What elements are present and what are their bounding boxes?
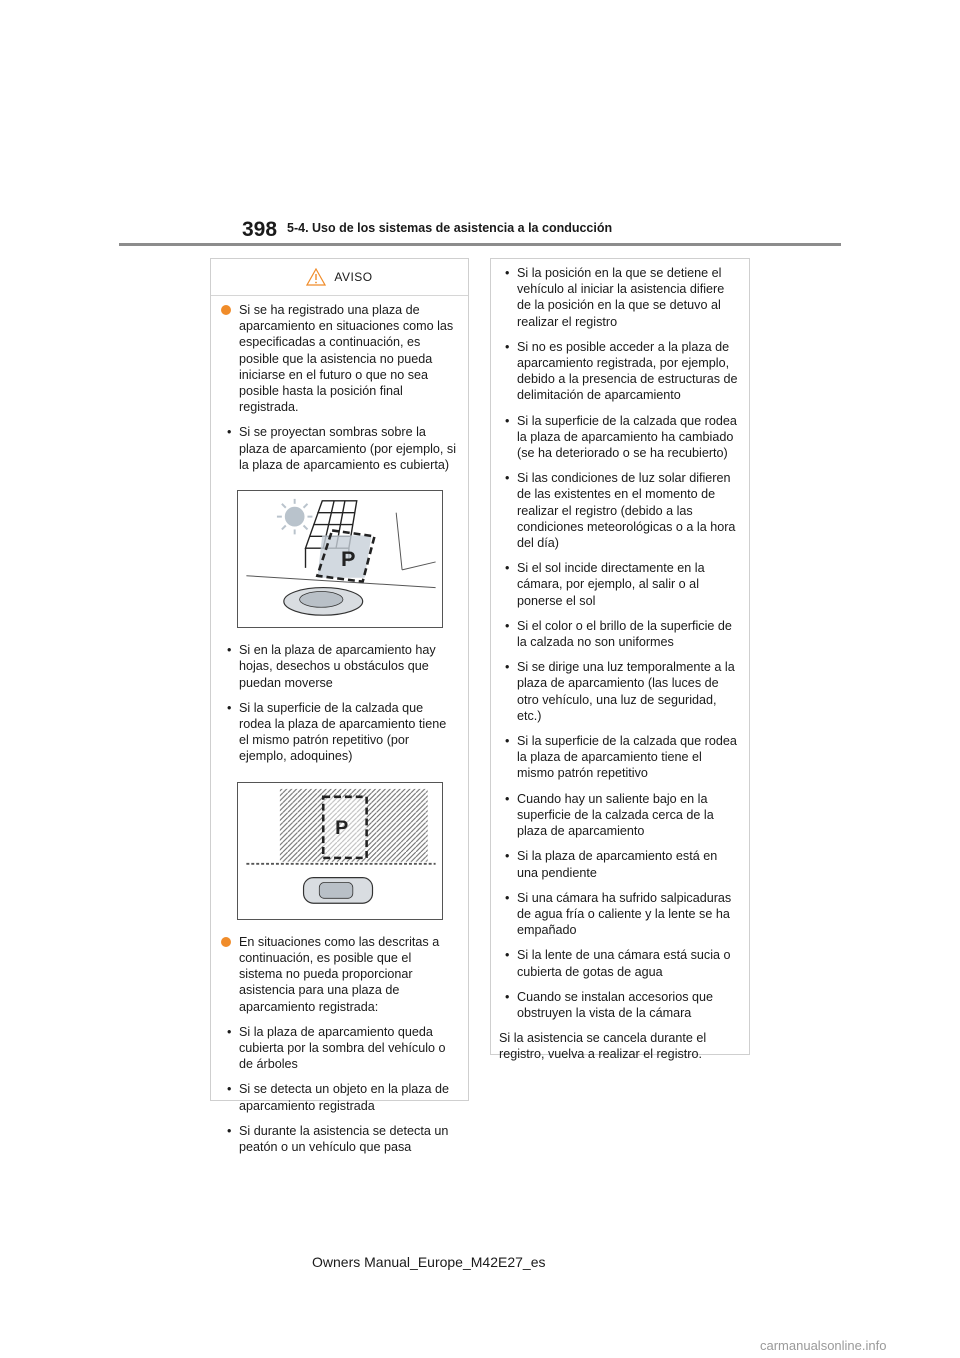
condition-text: Si no es posible acceder a la plaza de aparcamiento registrada, por ejemplo, debido a la presencia de estructuras de delimitación de aparcamiento xyxy=(517,339,738,403)
condition-text: Si la posición en la que se detiene el vehículo al iniciar la asistencia difiere de la posición en la que se detuvo al realizar el registro xyxy=(517,266,725,329)
watermark: carmanualsonline.info xyxy=(760,1338,887,1353)
parking-p-label: P xyxy=(340,545,356,571)
page-number: 398 xyxy=(242,218,278,241)
condition-item xyxy=(499,560,739,609)
condition-item xyxy=(499,989,739,1021)
bullet-icon: • xyxy=(505,890,510,905)
bullet-icon: • xyxy=(505,339,510,354)
header-divider xyxy=(119,243,841,246)
condition-item xyxy=(499,265,739,330)
condition-item xyxy=(499,848,739,880)
condition-item xyxy=(499,470,739,551)
parking-p-label: P xyxy=(335,816,349,839)
bullet-icon: • xyxy=(505,849,510,864)
notice-item-5 xyxy=(221,934,458,1015)
condition-text: Si el sol incide directamente en la cámara, por ejemplo, al salir o al ponerse el sol xyxy=(517,561,705,608)
bullet-icon: • xyxy=(505,948,510,963)
condition-item xyxy=(499,733,739,782)
condition-item xyxy=(499,791,739,840)
notice-item-text: Si durante la asistencia se detecta un peatón o un vehículo que pasa xyxy=(239,1123,449,1155)
circle-bullet-icon xyxy=(221,937,231,947)
notice-item-text: Si se proyectan sombras sobre la plaza de aparcamiento (por ejemplo, si la plaza de aparcamiento es cubierta) xyxy=(239,425,457,472)
bullet-icon: • xyxy=(505,660,510,675)
notice-box-left xyxy=(210,258,469,1155)
notice-item-7 xyxy=(221,1081,458,1113)
condition-text: Si se dirige una luz temporalmente a la plaza de aparcamiento (las luces de otro vehículo, una luz de seguridad, etc.) xyxy=(517,660,735,723)
condition-item xyxy=(499,413,739,462)
condition-text: Si la superficie de la calzada que rodea la plaza de aparcamiento tiene el mismo patrón repetitivo xyxy=(517,734,737,781)
notice-item-3 xyxy=(221,642,458,691)
condition-item xyxy=(499,890,739,939)
closing-paragraph: Si la asistencia se cancela durante el registro, vuelva a realizar el registro. xyxy=(499,1031,707,1062)
notice-item-text: Si en la plaza de aparcamiento hay hojas, desechos u obstáculos que puedan moverse xyxy=(239,643,436,690)
condition-text: Si una cámara ha sufrido salpicaduras de agua fría o caliente y la lente se ha empañado xyxy=(517,890,732,938)
bullet-icon: • xyxy=(505,266,510,280)
warning-icon xyxy=(306,268,326,286)
paving-pattern-illustration xyxy=(237,782,443,920)
bullet-icon: • xyxy=(505,989,510,1004)
bullet-icon: • xyxy=(227,1123,232,1138)
bullet-icon: • xyxy=(227,425,232,440)
bullet-icon: • xyxy=(505,618,510,633)
notice-item-text: En situaciones como las descritas a continuación, es posible que el sistema no pueda proporcionar asistencia para una plaza de aparcamiento registrada: xyxy=(239,934,440,1014)
bullet-icon: • xyxy=(227,643,232,658)
condition-item xyxy=(499,947,739,979)
sun-icon xyxy=(277,499,312,534)
condition-item xyxy=(499,339,739,404)
notice-item-text: Si la superficie de la calzada que rodea la plaza de aparcamiento tiene el mismo patrón repetitivo (por ejemplo, adoquines) xyxy=(239,700,447,764)
condition-item xyxy=(499,659,739,724)
circle-bullet-icon xyxy=(221,305,231,315)
notice-item-text: Si se ha registrado una plaza de aparcamiento en situaciones como las especificadas a continuación, es posible que la asistencia no pueda iniciarse en el futuro o que no sea posible hasta la posición final registrada. xyxy=(239,303,454,415)
condition-text: Si la lente de una cámara está sucia o cubierta de gotas de agua xyxy=(517,948,731,979)
footer-manual-name: Owners Manual_Europe_M42E27_es xyxy=(312,1254,546,1270)
condition-text: Cuando hay un saliente bajo en la superficie de la calzada cerca de la plaza de aparcamiento xyxy=(517,791,714,839)
notice-item-2 xyxy=(221,424,458,473)
bullet-icon: • xyxy=(505,561,510,576)
notice-box-right xyxy=(490,258,750,1062)
condition-text: Si la plaza de aparcamiento está en una pendiente xyxy=(517,849,718,880)
notice-item-8 xyxy=(221,1123,458,1155)
condition-item xyxy=(499,618,739,650)
bullet-icon: • xyxy=(505,471,510,486)
car-icon xyxy=(304,877,373,903)
notice-item-text: Si la plaza de aparcamiento queda cubierta por la sombra del vehículo o de árboles xyxy=(239,1024,446,1072)
notice-item-1 xyxy=(221,302,458,415)
notice-item-4 xyxy=(221,700,458,765)
condition-text: Cuando se instalan accesorios que obstruyen la vista de la cámara xyxy=(517,989,714,1020)
notice-header xyxy=(211,259,468,296)
section-title: 5-4. Uso de los sistemas de asistencia a la conducción xyxy=(287,221,613,235)
shadow-parking-illustration xyxy=(237,490,443,628)
car-icon xyxy=(284,588,363,616)
bullet-icon: • xyxy=(505,734,510,749)
bullet-icon: • xyxy=(505,791,510,806)
condition-text: Si las condiciones de luz solar difieren de las existentes en el momento de realizar el registro (debido a las condiciones meteorológicas o a la hora del día) xyxy=(517,471,736,551)
condition-text: Si el color o el brillo de la superficie de la calzada no son uniformes xyxy=(517,618,732,650)
notice-item-6 xyxy=(221,1024,458,1073)
notice-label: AVISO xyxy=(334,269,373,284)
condition-text: Si la superficie de la calzada que rodea la plaza de aparcamiento ha cambiado (se ha deteriorado o se ha recubierto) xyxy=(517,413,737,461)
bullet-icon: • xyxy=(227,1024,232,1039)
bullet-icon: • xyxy=(505,413,510,428)
notice-item-text: Si se detecta un objeto en la plaza de aparcamiento registrada xyxy=(239,1082,450,1113)
bullet-icon: • xyxy=(227,700,232,715)
bullet-icon: • xyxy=(227,1082,232,1097)
